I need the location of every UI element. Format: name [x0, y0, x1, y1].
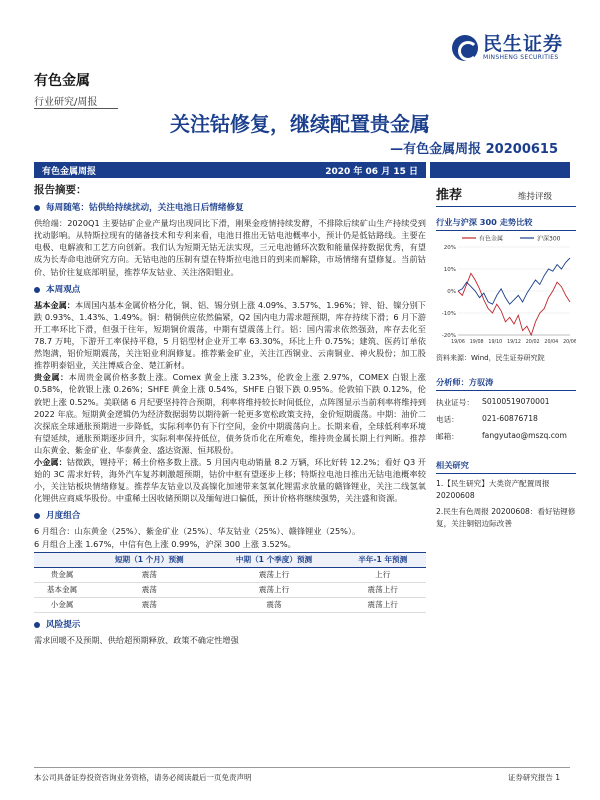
- related-item[interactable]: 2.民生有色周报 20200608：看好钴锂修复，关注铜铝边际改善: [436, 507, 576, 528]
- rating-label: 推荐: [436, 188, 463, 203]
- minor-metal-text: 小金属：钴微跌，锂持平；稀土价格多数上涨。5 月国内电动销量 8.2 万辆，环比好转 12.2%；看好 Q3 开始的 3C 需求好转，海外汽车复苏刺激超预期，钴价中枢有望逐步上移；特斯拉电池日推出无钴电池概率较小，关注钴板块情绪修复。推荐华友钴业以及高镍化加速带来氢氧化锂需求放量的赣锋锂业，关注二线氢氧化锂供应商威华股份。中重稀土因收储预期以及缅甸进口偏低，预计价格将继续强势，关注盛和资源。: [34, 456, 426, 504]
- sidebar: [436, 184, 576, 530]
- summary-column: [34, 184, 426, 646]
- base-metal-text: 基本金属：本周国内基本金属价格分化，铜、铝、锡分别上涨 4.09%、3.57%、1.96%；锌、铅、镍分别下跌 0.93%、1.43%、1.49%。铜：精铜供应依然偏紧，Q2 国内电力需求超预期，库存持续下滑；6 月下游开工率环比下滑，但强于往年，短期铜价震荡，中期有望震荡上行。铝：国内需求依然强劲，库存去化至 78.7 万吨，下游开工率保持平稳，5 月铝型材企业开工率 63.30%，环比上升 0.75%；建筑、医药订单依然饱满，铝价短期震荡，关注铝业利润修复。推荐紫金矿业，关注江西铜业、云南铜业、神火股份；加工股推荐明泰铝业，关注博威合金、楚江新材。: [34, 299, 426, 371]
- series-line: [458, 273, 570, 335]
- y-tick-label: 10%: [443, 267, 456, 273]
- logo-icon: [452, 35, 478, 61]
- bullet-icon: [34, 205, 40, 211]
- rating-block: [436, 184, 576, 207]
- precious-metal-text: 贵金属：本周贵金属价格多数上涨。Comex 黄金上涨 3.23%，伦敦金上涨 2.97%，COMEX 白银上涨 0.58%，伦敦银上涨 0.26%；SHFE 黄金上涨 0.54%，SHFE 白银下跌 0.95%。伦敦铂下跌 0.12%，伦敦钯上涨 0.52%。美联储 6 月纪要坚持符合预期，利率将维持较长时间低位，点阵图显示当前利率将维持到 2022 年底。短期黄金逻辑仍为经济数据弱势以期待新一轮更多宽松政策支持，金价短期震荡。中期：油价二次探底全球通胀预期进一步降低，实际利率仍有下行空间，金价中期震荡向上。长期来看，全球低利率环境有望延续，通胀预期逐步回升，实际利率保持低位，债务货币化在所难免，维持贵金属长期上行判断。推荐山东黄金、紫金矿业、华泰黄金、盛达资源、恒邦股份。: [34, 372, 426, 455]
- y-tick-label: -10%: [441, 311, 456, 317]
- footer-page: 证券研究报告 1: [507, 773, 560, 782]
- header-band-right: [430, 162, 570, 178]
- series-line: [458, 258, 570, 304]
- chart-title: 行业与沪深 300 走势比较: [436, 217, 576, 231]
- x-tick-label: 19/12: [507, 340, 521, 345]
- rating-value: 维持评级: [517, 192, 552, 202]
- table-header: [34, 552, 90, 567]
- forecast-table: [34, 552, 426, 613]
- table-row: 贵金属 震荡 震荡上行 上行: [34, 567, 426, 582]
- table-row: 小金属 震荡 震荡 震荡上行: [34, 597, 426, 612]
- table-row: 基本金属 震荡 震荡上行 震荡上行: [34, 582, 426, 597]
- section-views: 本周观点: [34, 284, 426, 296]
- y-tick-label: 0%: [447, 289, 456, 295]
- footer-divider: [34, 767, 570, 768]
- x-tick-label: 20/02: [525, 340, 540, 345]
- x-tick-label: 19/06: [451, 340, 465, 345]
- weekly-text: 供给端：2020Q1 主要钴矿企业产量均出现同比下滑，刚果金疫情持续发酵，不排除后续矿山生产持续受到扰动影响。从特斯拉现有的储备技术和专利来看，电池日推出无钴电池概率小，预计仍是低钴路线。主要在电极、电解液和工艺方向创新。我们认为短期无钴无法实现，三元电池循环次数和能量保持数据优秀，有望成为长寿命电池研究方向。无钴电池的压制有望在特斯拉电池日的到来而解除，市场情绪有望修复。当前钴价、钴价往复底部明显，推荐华友钴业、关注洛阳钼业。: [34, 218, 426, 277]
- band-date: 2020 年 06 月 15 日: [325, 166, 418, 177]
- logo-en: MINSHENG SECURITIES: [483, 54, 559, 61]
- chart-source: 资料来源：Wind，民生证券研究院: [436, 354, 545, 362]
- x-tick-label: 20/04: [544, 340, 559, 345]
- sector-title: 有色金属: [34, 73, 90, 89]
- trend-chart: [436, 231, 576, 349]
- table-header: 短期（1 个月）预测: [90, 552, 209, 567]
- x-tick-label: 20/06: [563, 340, 576, 345]
- divider: [34, 108, 118, 109]
- company-logo: [452, 34, 563, 61]
- page-subtitle: —有色金属周报 20200615: [390, 142, 558, 157]
- y-tick-label: 20%: [443, 245, 456, 251]
- x-tick-label: 19/10: [488, 340, 503, 345]
- analyst-phone: 电话： 021-60876718: [436, 414, 538, 424]
- bullet-icon: [34, 287, 40, 293]
- related-item[interactable]: 1.【民生研究】大类资产配置周报 20200608: [436, 479, 550, 500]
- page-title: 关注钴修复，继续配置贵金属: [170, 112, 430, 136]
- chart-legend: [462, 235, 561, 243]
- band-label: 有色金属周报: [42, 166, 97, 177]
- chart-lines: [458, 258, 570, 335]
- logo-cn: 民生证券: [483, 33, 564, 55]
- report-type: 行业研究/周报: [34, 97, 98, 108]
- summary-title: 报告摘要：: [34, 184, 87, 196]
- table-header: 半年-1 年预测: [339, 552, 426, 567]
- x-tick-label: 19/08: [469, 340, 484, 345]
- section-portfolio: 月度组合: [34, 510, 426, 522]
- legend-label: 沪深300: [537, 235, 561, 243]
- header-band: [34, 162, 426, 178]
- bullet-icon: [34, 622, 40, 628]
- table-header: 中期（1 个季度）预测: [209, 552, 340, 567]
- section-weekly: 每周随笔：钴供给持续扰动，关注电池日后情绪修复: [34, 202, 426, 214]
- risk-text: 需求回暖不及预期、供给超预期释放、政策不确定性增强: [34, 635, 239, 646]
- analyst-license: 执业证号： S0100519070001: [436, 397, 550, 407]
- bullet-icon: [34, 513, 40, 519]
- analyst-title: 分析师：方驭涛: [436, 377, 576, 391]
- y-tick-label: -20%: [441, 333, 456, 339]
- analyst-email: 邮箱： fangyutao@mszq.com: [436, 431, 567, 441]
- legend-label: 有色金属: [479, 235, 504, 243]
- footer-disclaimer: 本公司具备证券投资咨询业务资格，请务必阅读最后一页免责声明: [34, 773, 252, 782]
- portfolio-text-1: 6 月组合：山东黄金（25%）、紫金矿业（25%）、华友钴业（25%）、赣锋锂业（25%）。: [34, 526, 361, 537]
- section-risk: 风险提示: [34, 619, 426, 631]
- portfolio-text-2: 6 月组合上涨 1.67%，中信有色上涨 0.99%，沪深 300 上涨 3.52%。: [34, 538, 296, 549]
- related-title: 相关研究: [436, 460, 576, 474]
